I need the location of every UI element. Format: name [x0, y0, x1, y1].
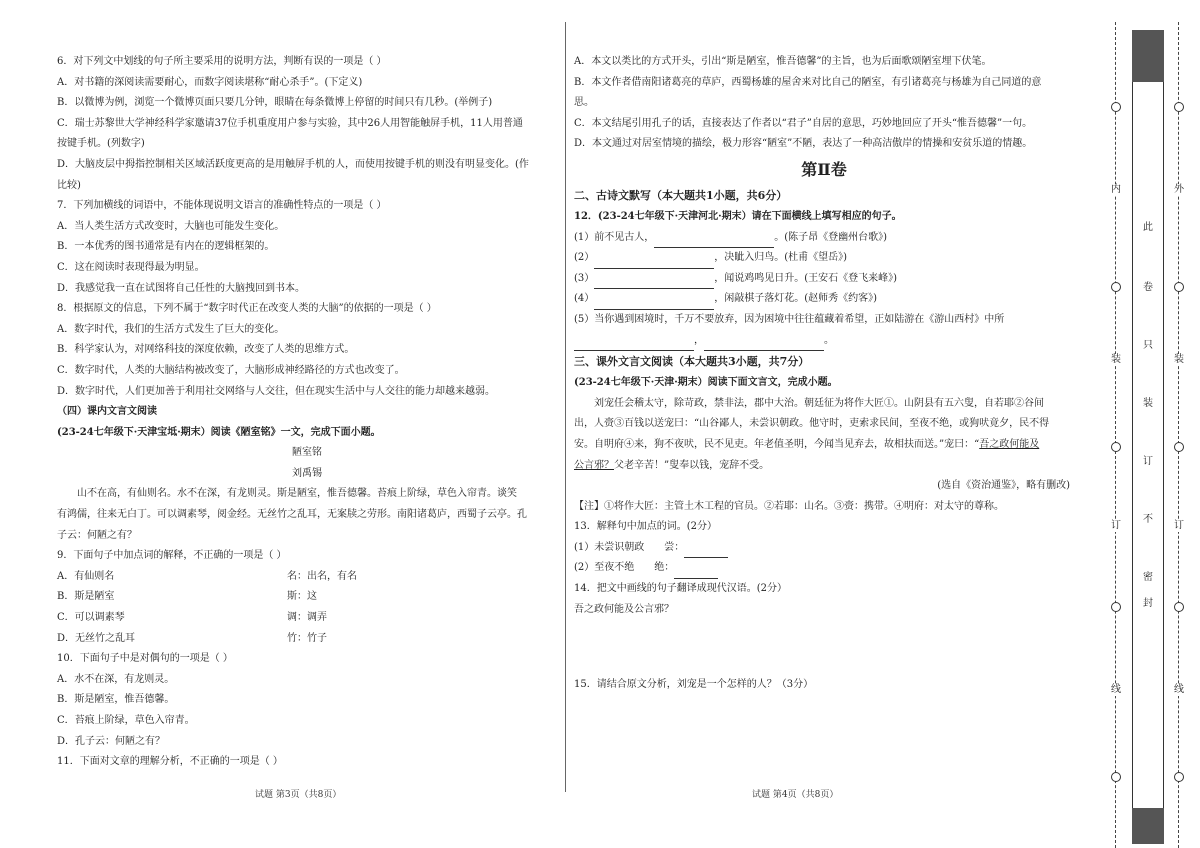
q6-option-c-line1: C．瑞士苏黎世大学神经科学家邀请37位手机重度用户参与实验，其中26人用智能触屏手机，11人用普通	[57, 117, 523, 129]
binding-bar-top	[1132, 30, 1164, 82]
q11-option-b-line2: 思。	[574, 97, 594, 109]
section-4-heading: （四）课内文言文阅读	[57, 406, 157, 418]
q12-line6: ， 。	[574, 331, 1074, 352]
section-2-heading: 二、古诗文默写（本大题共1小题，共6分）	[574, 188, 788, 202]
q6-option-a: A．对书籍的深阅读需要耐心，而数字阅读堪称“耐心杀手”。(下定义)	[57, 76, 363, 88]
inner-seal-line	[1115, 22, 1116, 848]
answer-blank[interactable]	[654, 235, 774, 248]
answer-blank[interactable]	[684, 545, 728, 558]
q11-option-b-line1: B．本文作者借南阳诸葛亮的草庐，西蜀杨雄的屋舍来对比自己的陋室，有引诸葛亮与杨雄为自己同道的意	[574, 76, 1042, 88]
q8-option-d: D．数字时代，人们更加善于利用社交网络与人交往，但在现实生活中与人交往的能力却越来越弱。	[57, 385, 496, 397]
q11-option-c: C．本文结尾引用孔子的话，直接表达了作者以“君子”自居的意思，巧妙地回应了开头“惟吾德馨”一句。	[574, 117, 1033, 129]
q7-option-a: A．当人类生活方式改变时，大脑也可能发生变化。	[57, 220, 285, 232]
q9-row-c: C．可以调素琴 调：调弄	[57, 612, 327, 624]
q8-option-c: C．数字时代，人类的大脑结构被改变了，大脑形成神经路径的方式也改变了。	[57, 364, 405, 376]
passage-line3: 安。自明府④来，狗不夜吠，民不见吏。年老值圣明，今闻当见弃去，故相扶而送。”宠曰：“吾之政何能及	[574, 438, 1040, 450]
q9-stem: 9．下面句子中加点词的解释，不正确的一项是（ ）	[57, 550, 287, 562]
q10-option-d: D．孔子云：何陋之有？	[57, 735, 166, 747]
q14-stem: 14．把文中画线的句子翻译成现代汉语。(2分）	[574, 583, 787, 595]
page-footer-right: 试题 第4页（共8页）	[752, 790, 839, 800]
inner-label: 内	[1111, 184, 1121, 195]
passage-source-right: (23-24七年级下·天津·期末）阅读下面文言文，完成小题。	[574, 377, 838, 389]
q12-line5: (5）当你遇到困境时，千万不要放弃，因为困境中往往蕴藏着希望，正如陆游在《游山西村》中所	[574, 313, 1005, 325]
answer-blank[interactable]	[704, 338, 824, 351]
seal-circle	[1174, 602, 1184, 612]
answer-blank[interactable]	[674, 566, 718, 579]
q10-option-b: B．斯是陋室，惟吾德馨。	[57, 694, 175, 706]
q9-row-b: B．斯是陋室 斯：这	[57, 591, 317, 603]
passage-line2: 出，人赍③百钱以送宠曰：“山谷鄙人，未尝识朝政。他守时，吏索求民间，至夜不绝，或狗吠竟夕，民不得	[574, 418, 1050, 430]
q6-option-b: B．以微博为例，浏览一个微博页面只要几分钟，眼睛在每条微博上停留的时间只有几秒。(举例子)	[57, 97, 493, 109]
binding-bar-bottom	[1132, 808, 1164, 844]
outer-label: 订	[1174, 520, 1184, 531]
q13-line1: (1）未尝识朝政 尝：	[574, 538, 1074, 559]
q8-option-b: B．科学家认为，对网络科技的深度依赖，改变了人类的思维方式。	[57, 344, 355, 356]
q6-option-d-line1: D．大脑皮层中拇指控制相关区域活跃度更高的是用触屏手机的人，而使用按键手机的则没有明显变化。(作	[57, 158, 529, 170]
passage-notes: 【注】①将作大匠：主管土木工程的官员。②若耶：山名。③赍：携带。④明府：对太守的尊称。	[574, 500, 1004, 512]
binding-margin	[1098, 22, 1198, 848]
warning-char: 密	[1143, 572, 1153, 583]
q8-stem: 8．根据原文的信息，下列不属于“数字时代正在改变人类的大脑”的依据的一项是（ ）	[57, 303, 437, 315]
inner-label: 线	[1111, 684, 1121, 695]
seal-circle	[1111, 602, 1121, 612]
passage-line4: 公言邪？父老辛苦！”叟奉以钱，宠辞不受。	[574, 459, 770, 471]
seal-circle	[1111, 102, 1121, 112]
q11-stem: 11．下面对文章的理解分析，不正确的一项是（ ）	[57, 756, 283, 768]
q6-option-d-line2: 比较)	[57, 179, 81, 191]
q12-line3: (3） ，闻说鸡鸣见日升。(王安石《登飞来峰》)	[574, 269, 1074, 290]
q7-stem: 7．下列加横线的词语中，不能体现说明文语言的准确性特点的一项是（ ）	[57, 200, 387, 212]
seal-circle	[1174, 442, 1184, 452]
volume-2-title: 第Ⅱ卷	[801, 159, 847, 179]
seal-circle	[1111, 282, 1121, 292]
warning-char: 卷	[1143, 282, 1153, 293]
q12-line2: (2） ，决眦入归鸟。(杜甫《望岳》)	[574, 248, 1074, 269]
poem-title: 陋室铭	[292, 447, 322, 459]
warning-char: 不	[1143, 514, 1153, 525]
outer-label: 装	[1174, 354, 1184, 365]
answer-blank[interactable]	[594, 256, 714, 269]
column-divider	[565, 22, 566, 792]
section-3-heading: 三、课外文言文阅读（本大题共3小题，共7分）	[574, 355, 810, 369]
q12-line1: (1）前不见古人， 。(陈子昂《登幽州台歌》)	[574, 228, 1074, 249]
q10-option-a: A．水不在深，有龙则灵。	[57, 673, 175, 685]
q8-option-a: A．数字时代，我们的生活方式发生了巨大的变化。	[57, 323, 285, 335]
warning-char: 此	[1143, 222, 1153, 233]
q14-sentence: 吾之政何能及公言邪？	[574, 603, 674, 615]
poem-text-line2: 有鸿儒，往来无白丁。可以调素琴，阅金经。无丝竹之乱耳，无案牍之劳形。南阳诸葛庐，西蜀子云亭。孔	[57, 509, 527, 521]
answer-blank[interactable]	[574, 338, 694, 351]
passage-citation: (选自《资治通鉴》，略有删改)	[937, 480, 1070, 492]
passage-line1: 刘宠任会稽太守，除苛政，禁非法，郡中大治。朝廷征为将作大匠①。山阴县有五六叟，自若耶②谷间	[594, 397, 1044, 409]
inner-label: 装	[1111, 354, 1121, 365]
q12-line4: (4） ，闲敲棋子落灯花。(赵师秀《约客》)	[574, 289, 1074, 310]
warning-char: 封	[1143, 598, 1153, 609]
warning-char: 订	[1143, 456, 1153, 467]
seal-circle	[1174, 102, 1184, 112]
q10-option-c: C．苔痕上阶绿，草色入帘青。	[57, 715, 195, 726]
q9-row-d: D．无丝竹之乱耳 竹：竹子	[57, 632, 327, 644]
q15-stem: 15．请结合原文分析，刘宠是一个怎样的人？（3分）	[574, 679, 814, 691]
q6-stem: 6．对下列文中划线的句子所主要采用的说明方法，判断有误的一项是（ ）	[57, 56, 387, 67]
inner-label: 订	[1111, 520, 1121, 531]
q7-option-c: C．这在阅读时表现得最为明显。	[57, 261, 205, 273]
q11-option-d: D．本文通过对居室情境的描绘，极力形容“陋室”不陋，表达了一种高洁傲岸的情操和安贫乐道的情趣。	[574, 138, 1033, 150]
q13-stem: 13．解释句中加点的词。(2分）	[574, 521, 717, 533]
answer-blank[interactable]	[594, 297, 714, 310]
q10-stem: 10．下面句子中是对偶句的一项是（ ）	[57, 653, 233, 665]
left-column	[57, 52, 557, 773]
q13-line2: (2）至夜不绝 绝：	[574, 558, 1074, 579]
passage-source: (23-24七年级下·天津宝坻·期末）阅读《陋室铭》一文，完成下面小题。	[57, 426, 381, 438]
underlined-sentence: 吾之政何能及	[979, 438, 1040, 450]
q12-stem: 12．(23-24七年级下·天津河北·期末）请在下面横线上填写相应的句子。	[574, 210, 902, 222]
binding-strip	[1132, 82, 1164, 812]
seal-circle	[1174, 282, 1184, 292]
outer-label: 外	[1174, 184, 1184, 195]
q6-option-c-line2: 按键手机。(列数字)	[57, 138, 145, 150]
warning-char: 只	[1143, 340, 1153, 351]
page-footer-left: 试题 第3页（共8页）	[255, 790, 342, 800]
answer-blank[interactable]	[594, 276, 714, 289]
right-column	[574, 52, 1074, 696]
seal-circle	[1111, 772, 1121, 782]
q7-option-d: D．我感觉我一直在试图将自己任性的大脑拽回到书本。	[57, 282, 306, 294]
seal-circle	[1111, 442, 1121, 452]
warning-char: 装	[1143, 398, 1153, 409]
poem-text-line1: 山不在高，有仙则名。水不在深，有龙则灵。斯是陋室，惟吾德馨。苔痕上阶绿，草色入帘青。谈笑	[77, 488, 517, 500]
outer-label: 线	[1174, 684, 1184, 695]
poem-text-line3: 子云：何陋之有？	[57, 529, 137, 541]
underlined-sentence-end: 公言邪？	[574, 459, 614, 471]
q9-row-a: A．有仙则名 名：出名，有名	[57, 570, 357, 582]
poem-author: 刘禹锡	[292, 467, 322, 479]
q7-option-b: B．一本优秀的图书通常是有内在的逻辑框架的。	[57, 241, 275, 253]
seal-circle	[1174, 772, 1184, 782]
q11-option-a: A．本文以类比的方式开头，引出“斯是陋室，惟吾德馨”的主旨，也为后面歌颂陋室埋下伏笔。	[574, 56, 992, 67]
outer-seal-line	[1178, 22, 1179, 848]
